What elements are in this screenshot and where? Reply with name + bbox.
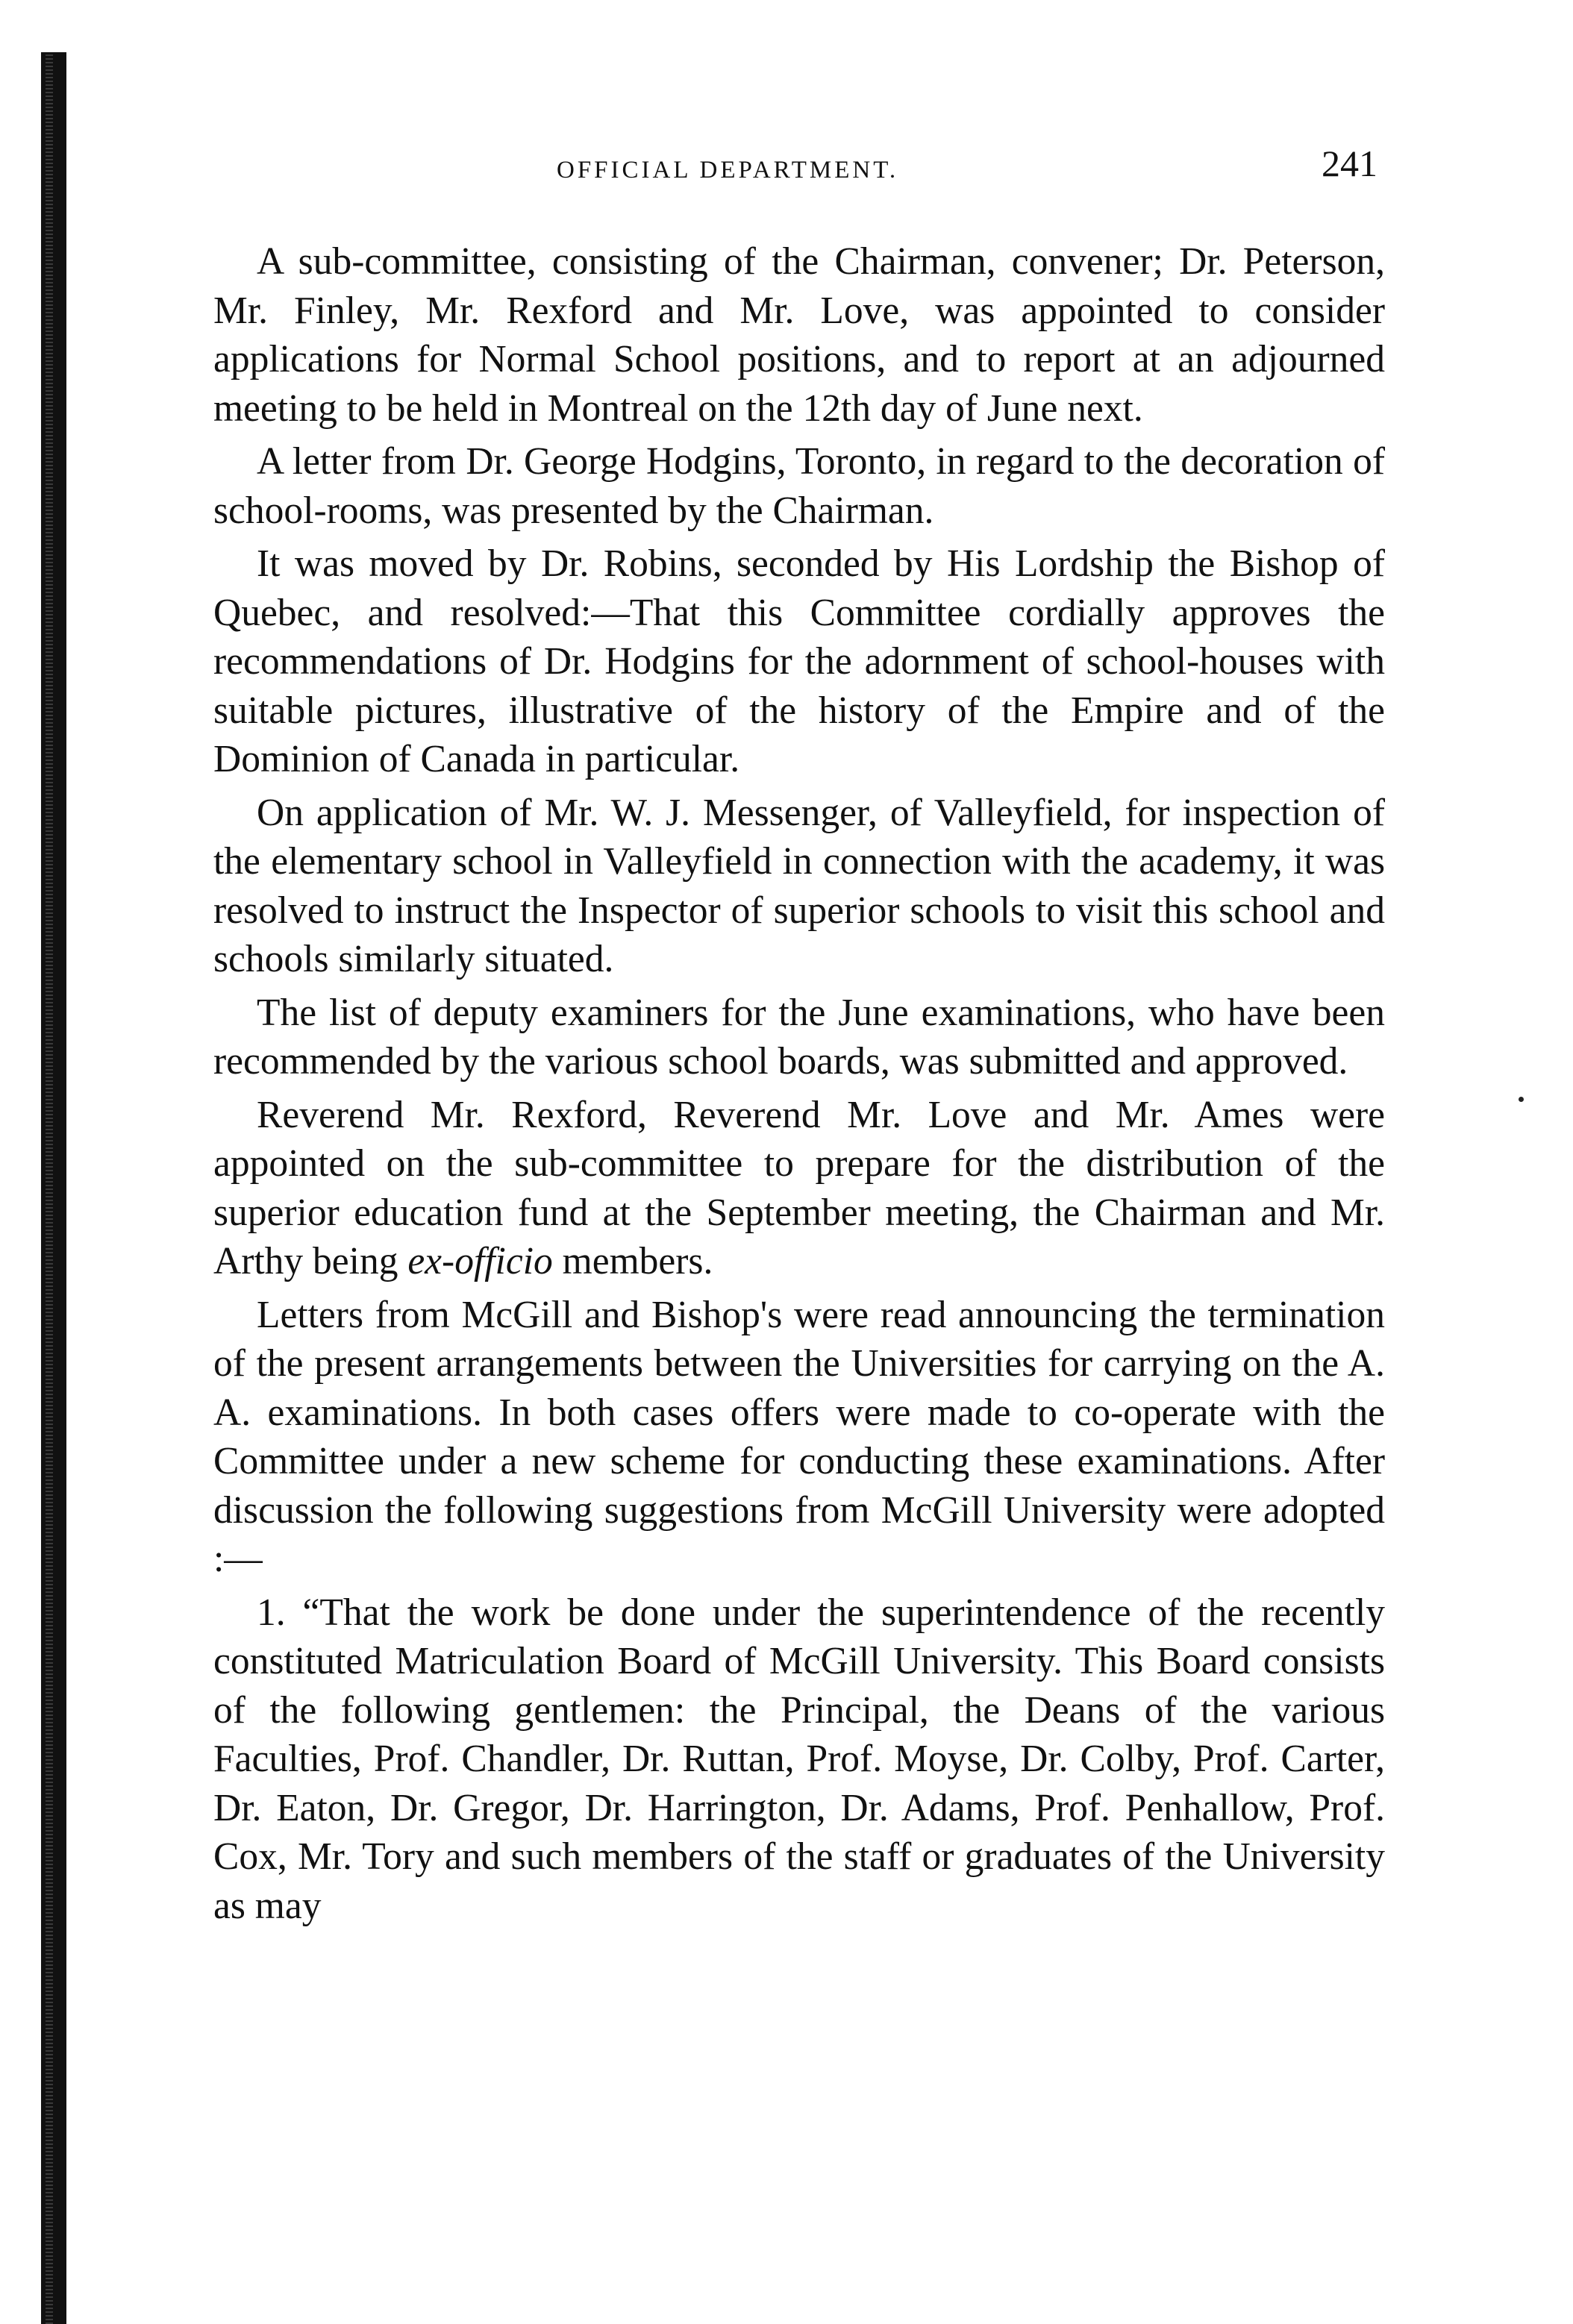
fund-text-after: members. (552, 1240, 713, 1282)
running-head (213, 142, 1385, 194)
ink-speck (1519, 1097, 1524, 1102)
book-page (213, 142, 1385, 1935)
fund-text-before: Reverend Mr. Rexford, Reverend Mr. Love and Mr. Ames were appointed on the sub-committee to prepare for the distribution of the superior education fund at the September meeting, the Chairman and Mr. Arthy being (213, 1093, 1385, 1282)
paragraph-universities-letters: Letters from McGill and Bishop's were read announcing the termination of the present arrangements between the Universities for carrying on the A. A. examinations. In both cases offers were made to co-operate with the Committee under a new scheme for conducting these examinations. After discussion the following suggestions from McGill University were adopted :— (213, 1293, 1385, 1580)
page-number: 241 (1322, 142, 1377, 184)
body-text (213, 237, 1385, 1930)
paragraph-robins-motion: It was moved by Dr. Robins, seconded by His Lordship the Bishop of Quebec, and resolved:—That this Committee cordially approves the recommendations of Dr. Hodgins for the adornment of school-houses with suitable pictures, illustrative of the history of the Empire and of the Dominion of Canada in particular. (213, 542, 1385, 780)
paragraph-deputy-examiners: The list of deputy examiners for the June examinations, who have been recommended by the various school boards, was submitted and approved. (213, 991, 1385, 1083)
paragraph-sub-committee: A sub-committee, consisting of the Chairman, convener; Dr. Peterson, Mr. Finley, Mr. Rexford and Mr. Love, was appointed to consider applications for Normal School positions, and to report at an adjourned meeting to be held in Montreal on the 12th day of June next. (213, 240, 1385, 430)
ex-officio-italic: ex-officio (407, 1240, 553, 1282)
paragraph-matriculation-board: 1. “That the work be done under the superintendence of the recently constituted Matriculation Board of McGill University. This Board consists of the following gentlemen: the Principal, the Deans of the various Faculties, Prof. Chandler, Dr. Ruttan, Prof. Moyse, Dr. Colby, Prof. Carter, Dr. Eaton, Dr. Gregor, Dr. Harrington, Dr. Adams, Prof. Penhallow, Prof. Cox, Mr. Tory and such members of the staff or graduates of the University as may (213, 1591, 1385, 1927)
binding-edge (41, 52, 66, 2324)
paragraph-messenger-application: On application of Mr. W. J. Messenger, of Valleyfield, for inspection of the elementary school in Valleyfield in connection with the academy, it was resolved to instruct the Inspector of superior schools to visit this school and schools similarly situated. (213, 791, 1385, 980)
paragraph-education-fund (213, 1091, 1385, 1286)
paragraph-hodgins-letter: A letter from Dr. George Hodgins, Toronto, in regard to the decoration of school-rooms, was presented by the Chairman. (213, 440, 1385, 532)
running-title: OFFICIAL DEPARTMENT. (557, 157, 899, 184)
